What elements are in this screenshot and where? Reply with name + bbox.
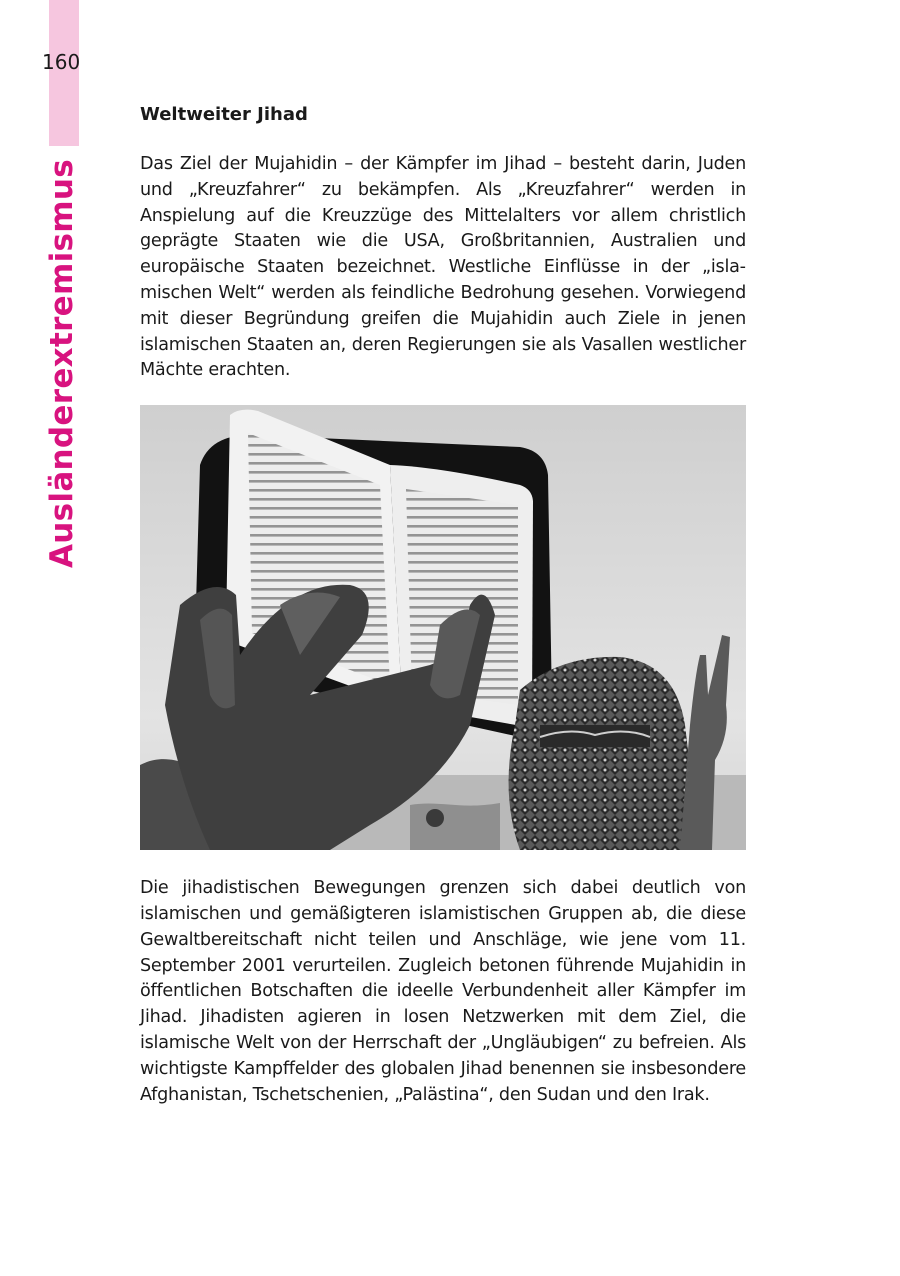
running-head: Ausländerextremismus [44, 159, 80, 568]
page-number: 160 [42, 50, 81, 74]
section-heading: Weltweiter Jihad [140, 104, 308, 125]
page-content [140, 100, 746, 1108]
paragraph-1: Das Ziel der Mujahidin – der Kämpfer im Jihad – besteht darin, Juden und „Kreuzfahrer“ zu bekämpfen. Als „Kreuzfahrer“ werden in Anspielung auf die Kreuzzüge des Mittelalters vor allem christlich geprägte Staaten wie die USA, Großbritannien, Australien und europäische Staaten bezeichnet. Westliche Einflüsse in der „islamischen Welt“ werden als feindliche Bedrohung gesehen. Vorwiegend mit dieser Begründung greifen die Mujahidin auch Ziele in jenen islamischen Staaten an, deren Regierungen sie als Vasallen westlicher Mächte erachten. [140, 154, 746, 381]
paragraph-2: Die jihadistischen Bewegungen grenzen sich dabei deutlich von islamischen und gemäßigteren islamistischen Gruppen ab, die diese Gewaltbereitschaft nicht teilen und Anschläge, wie jene vom 11. September 2001 verurteilen. Zugleich betonen führende Mujahidin in öffentlichen Botschaften die ideelle Verbundenheit aller Kämpfer im Jihad. Jihadisten agieren in losen Netzwerken mit dem Ziel, die islamische Welt von der Herrschaft der „Ungläubigen“ zu befreien. Als wichtigste Kampffelder des globalen Jihad benennen sie insbesondere Afghanistan, Tschetschenien, „Palästina“, den Sudan und den Irak. [140, 878, 746, 1105]
photo [140, 405, 746, 850]
